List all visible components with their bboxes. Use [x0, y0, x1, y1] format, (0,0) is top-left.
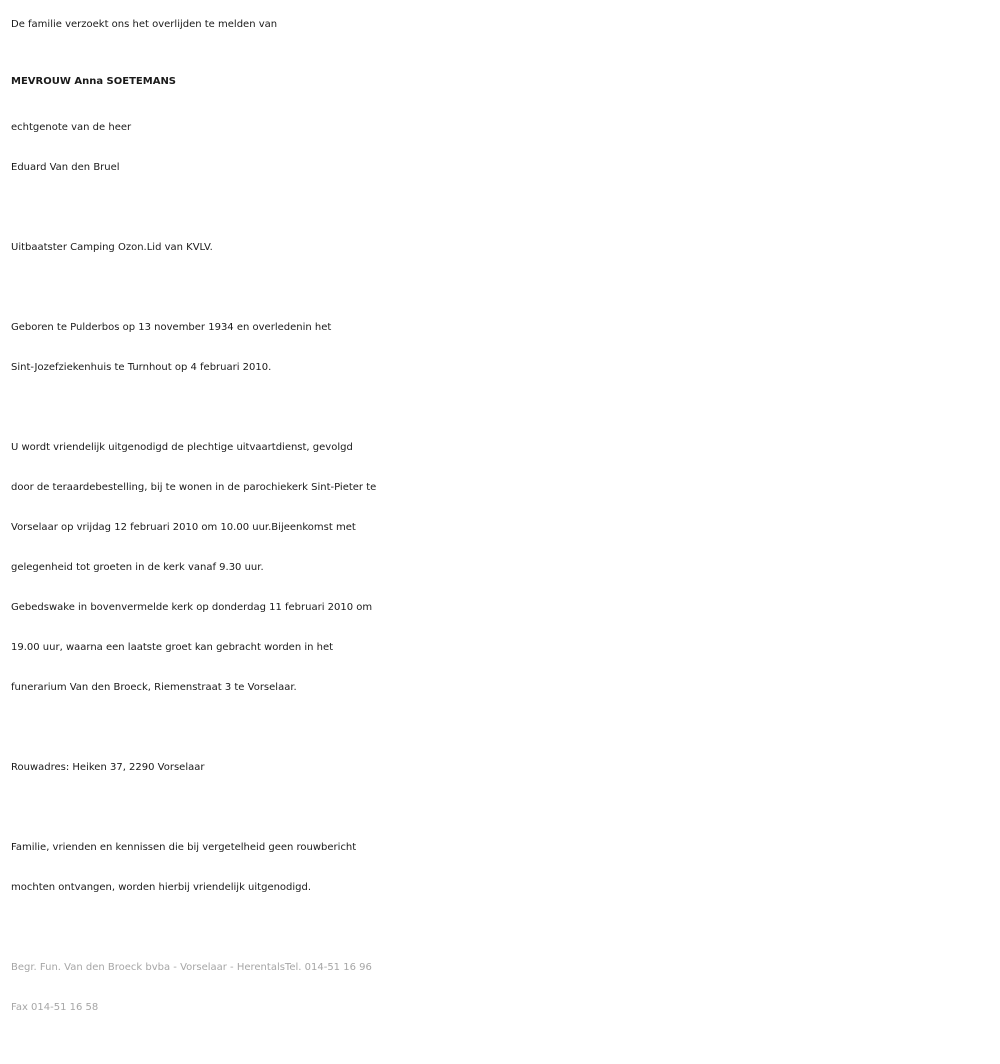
- funeral-line: 19.00 uur, waarna een laatste groet kan gebracht worden in het: [11, 642, 334, 653]
- footer-line: Fax 014-51 16 58: [11, 1002, 99, 1013]
- spacer: [11, 188, 1000, 228]
- spacer: [11, 388, 1000, 428]
- spouse-line: echtgenote van de heer: [11, 122, 132, 133]
- funeral-line: funerarium Van den Broeck, Riemenstraat 3 te Vorselaar.: [11, 682, 297, 693]
- spacer: [11, 908, 1000, 948]
- funeral-home-footer: [11, 948, 1000, 1028]
- funeral-line: Vorselaar op vrijdag 12 februari 2010 om 10.00 uur.Bijeenkomst met: [11, 522, 356, 533]
- spouse-name: Eduard Van den Bruel: [11, 162, 120, 173]
- funeral-line: door de teraardebestelling, bij te wonen in de parochiekerk Sint-Pieter te: [11, 482, 377, 493]
- spacer: [11, 788, 1000, 828]
- funeral-line: U wordt vriendelijk uitgenodigd de plechtige uitvaartdienst, gevolgd: [11, 442, 353, 453]
- birth-death-line: Sint-Jozefziekenhuis te Turnhout op 4 februari 2010.: [11, 362, 272, 373]
- birth-death-block: [11, 308, 1000, 388]
- occupation-text: Uitbaatster Camping Ozon.Lid van KVLV.: [11, 242, 213, 253]
- spouse-block: [11, 108, 1000, 188]
- funeral-block: [11, 428, 1000, 708]
- footer-line: Begr. Fun. Van den Broeck bvba - Vorselaar - HerentalsTel. 014-51 16 96: [11, 962, 372, 973]
- funeral-line: Gebedswake in bovenvermelde kerk op donderdag 11 februari 2010 om: [11, 602, 373, 613]
- spacer: [11, 708, 1000, 748]
- intro-text: De familie verzoekt ons het overlijden te melden van: [11, 19, 278, 30]
- spacer: [11, 268, 1000, 308]
- closing-block: [11, 828, 1000, 908]
- funeral-line: gelegenheid tot groeten in de kerk vanaf 9.30 uur.: [11, 562, 264, 573]
- deceased-name: MEVROUW Anna SOETEMANS: [11, 76, 177, 87]
- closing-line: mochten ontvangen, worden hierbij vriendelijk uitgenodigd.: [11, 882, 312, 893]
- closing-line: Familie, vrienden en kennissen die bij vergetelheid geen rouwbericht: [11, 842, 357, 853]
- mourning-address: Rouwadres: Heiken 37, 2290 Vorselaar: [11, 762, 205, 773]
- birth-death-line: Geboren te Pulderbos op 13 november 1934 en overledenin het: [11, 322, 332, 333]
